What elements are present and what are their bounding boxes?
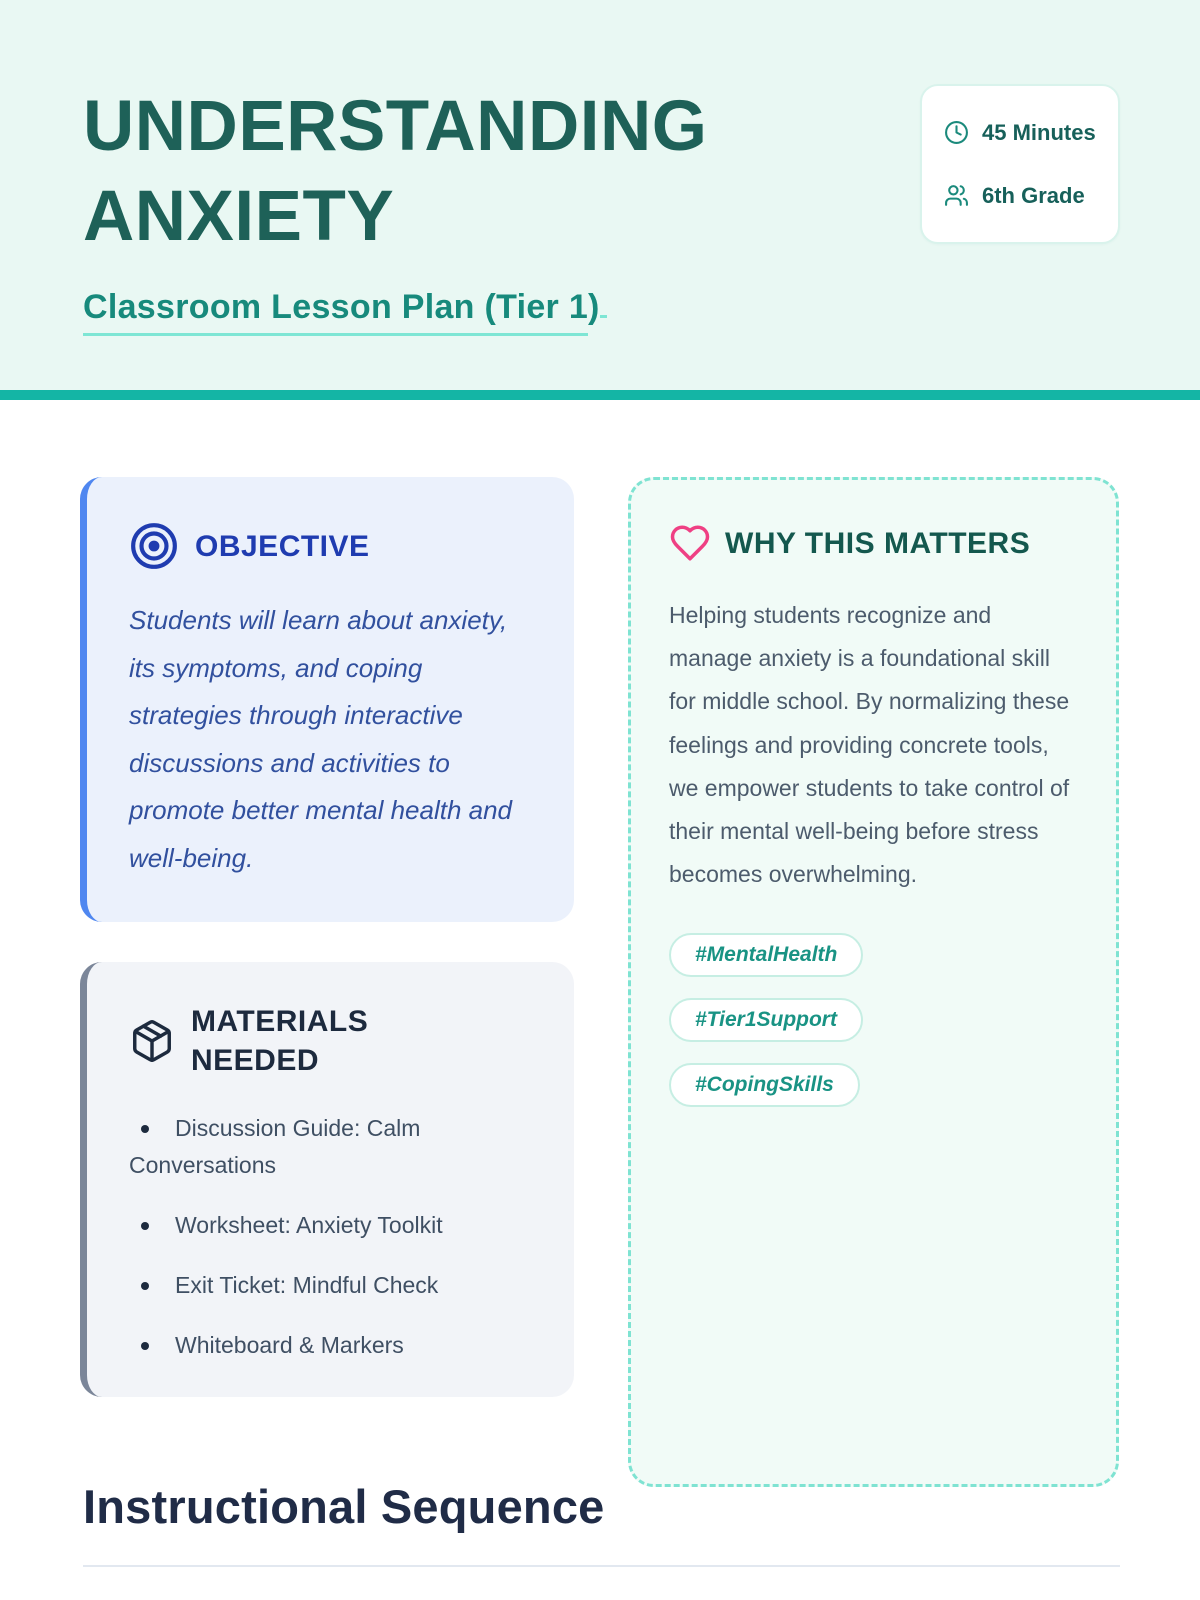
hashtag-pill: #MentalHealth	[669, 933, 863, 977]
objective-title: OBJECTIVE	[195, 529, 370, 563]
subtitle	[83, 288, 707, 327]
users-icon	[944, 183, 969, 208]
package-icon	[129, 1018, 175, 1064]
materials-card	[80, 962, 574, 1397]
objective-card	[80, 477, 574, 922]
objective-body: Students will learn about anxiety, its symptoms, and coping strategies through interactive discussions and activities to promote better mental health and well-being.	[129, 605, 513, 873]
subtitle-tier-link[interactable]: (Tier 1	[485, 288, 589, 336]
bullet-icon	[141, 1125, 149, 1133]
duration-row	[944, 116, 1096, 149]
lesson-info-card	[920, 84, 1120, 244]
header	[0, 0, 1200, 390]
hashtag-pill: #Tier1Support	[669, 998, 863, 1042]
page-title	[83, 82, 707, 262]
materials-item-text: Whiteboard & Markers	[175, 1331, 404, 1358]
bullet-icon	[141, 1342, 149, 1350]
section-divider	[83, 1565, 1120, 1567]
section-title: Instructional Sequence	[83, 1480, 605, 1534]
objective-header	[129, 521, 536, 571]
subtitle-text: Classroom Lesson Plan	[83, 288, 485, 336]
instructional-sequence-section	[0, 1479, 1200, 1600]
heart-icon	[669, 522, 711, 564]
list-item	[129, 1110, 538, 1184]
duration-value: 45 Minutes	[982, 120, 1096, 145]
why-title: WHY THIS MATTERS	[725, 526, 1031, 560]
why-this-matters-card	[628, 477, 1119, 1487]
list-item	[129, 1207, 538, 1244]
materials-title: MATERIALS NEEDED	[191, 1005, 369, 1078]
materials-item-text: Exit Ticket: Mindful Check	[175, 1271, 439, 1298]
left-column	[80, 477, 574, 1397]
header-divider-bar	[0, 390, 1200, 400]
materials-item-text: Discussion Guide: Calm Conversations	[129, 1115, 421, 1179]
hashtag-pill: #CopingSkills	[669, 1063, 860, 1107]
subtitle-close-paren: )	[588, 288, 600, 327]
page-title-line2: ANXIETY	[83, 177, 395, 257]
subtitle-underline-dot	[600, 308, 607, 318]
clock-icon	[944, 120, 969, 145]
hashtag-list	[669, 933, 863, 1107]
grade-row	[944, 179, 1096, 212]
page-title-line1: UNDERSTANDING	[83, 87, 708, 166]
bullet-icon	[141, 1282, 149, 1290]
right-column	[628, 477, 1119, 1397]
materials-list	[129, 1110, 538, 1363]
list-item	[129, 1267, 538, 1304]
why-header	[669, 522, 1030, 564]
bullet-icon	[141, 1222, 149, 1230]
materials-header	[129, 1002, 538, 1080]
list-item	[129, 1327, 538, 1364]
grade-value: 6th Grade	[982, 183, 1085, 208]
content-columns	[0, 477, 1200, 1397]
materials-item-text: Worksheet: Anxiety Toolkit	[175, 1212, 443, 1239]
header-titles	[83, 82, 707, 327]
why-body: Helping students recognize and manage anxiety is a foundational skill for middle school. By normalizing these feelings and providing concrete tools, we empower students to take control of their mental well-being before stress becomes overwhelming.	[669, 602, 1070, 888]
target-icon	[129, 521, 179, 571]
